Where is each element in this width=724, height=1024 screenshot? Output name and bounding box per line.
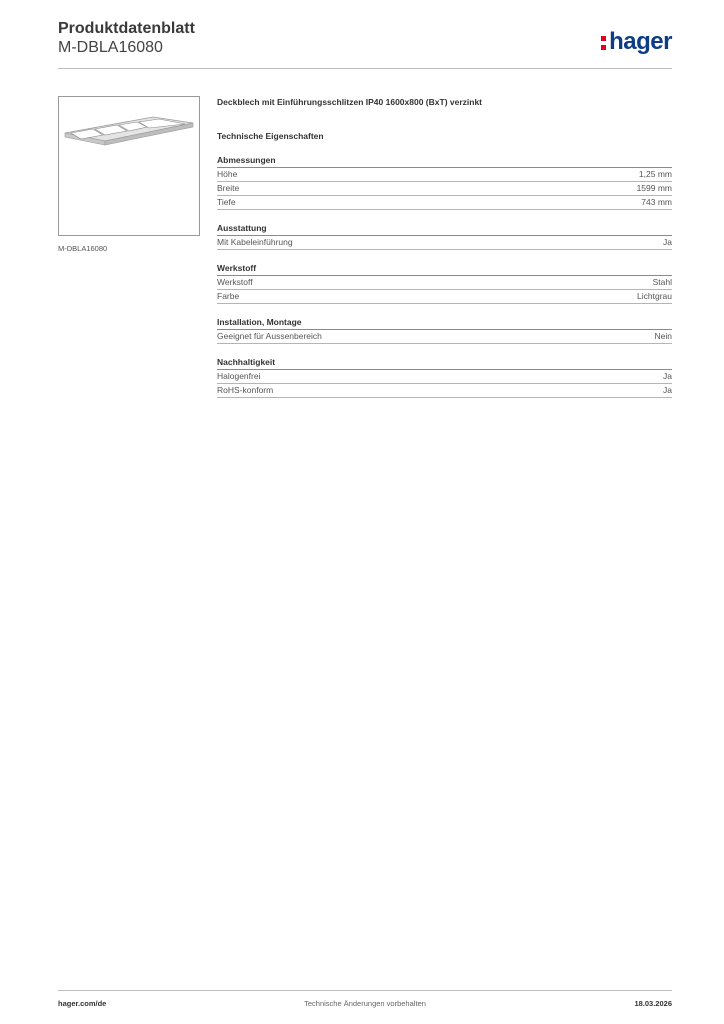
property-label: Mit Kabeleinführung: [217, 237, 293, 247]
section-title: Werkstoff: [217, 262, 672, 276]
property-label: RoHS-konform: [217, 385, 274, 395]
property-label: Farbe: [217, 291, 240, 301]
document-type-title: Produktdatenblatt: [58, 20, 195, 37]
cover-plate-icon: [59, 97, 199, 235]
section-sustainability: [217, 356, 672, 398]
property-label: Werkstoff: [217, 277, 253, 287]
property-label: Tiefe: [217, 197, 236, 207]
hager-logo: [601, 28, 672, 56]
section-title: Abmessungen: [217, 154, 672, 168]
product-image-caption: M-DBLA16080: [58, 244, 108, 253]
section-dimensions: [217, 154, 672, 210]
section-title: Installation, Montage: [217, 316, 672, 330]
property-label: Höhe: [217, 169, 238, 179]
header-divider: [58, 68, 672, 69]
page-header: [58, 20, 672, 68]
property-value: Ja: [663, 237, 672, 247]
product-image: [58, 96, 200, 236]
property-label: Breite: [217, 183, 240, 193]
section-title: Ausstattung: [217, 222, 672, 236]
property-value: Nein: [654, 331, 672, 341]
product-details: [217, 96, 672, 398]
property-label: Geeignet für Aussenbereich: [217, 331, 322, 341]
property-row: [217, 330, 672, 344]
footer-website-link[interactable]: hager.com/de: [58, 999, 107, 1008]
product-title: Deckblech mit Einführungsschlitzen IP40 1600x800 (BxT) verzinkt: [217, 97, 483, 107]
property-row: [217, 370, 672, 384]
property-value: 743 mm: [641, 197, 672, 207]
section-title: Nachhaltigkeit: [217, 356, 672, 370]
property-row: [217, 276, 672, 290]
property-row: [217, 196, 672, 210]
footer-divider: [58, 990, 672, 991]
property-value: 1599 mm: [636, 183, 672, 193]
property-row: [217, 182, 672, 196]
section-installation: [217, 316, 672, 344]
logo-text: hager: [609, 28, 672, 55]
property-row: [217, 168, 672, 182]
property-row: [217, 384, 672, 398]
property-row: [217, 290, 672, 304]
technical-properties-title: Technische Eigenschaften: [217, 131, 324, 141]
footer-date: 18.03.2026: [634, 999, 672, 1008]
property-value: Ja: [663, 385, 672, 395]
logo-dots-icon: [601, 36, 606, 50]
section-equipment: [217, 222, 672, 250]
document-product-code: M-DBLA16080: [58, 39, 163, 56]
property-row: [217, 236, 672, 250]
property-label: Halogenfrei: [217, 371, 261, 381]
property-value: Ja: [663, 371, 672, 381]
property-value: Stahl: [652, 277, 672, 287]
property-value: 1,25 mm: [638, 169, 672, 179]
footer-disclaimer: Technische Änderungen vorbehalten: [304, 999, 426, 1008]
section-material: [217, 262, 672, 304]
property-value: Lichtgrau: [637, 291, 672, 301]
